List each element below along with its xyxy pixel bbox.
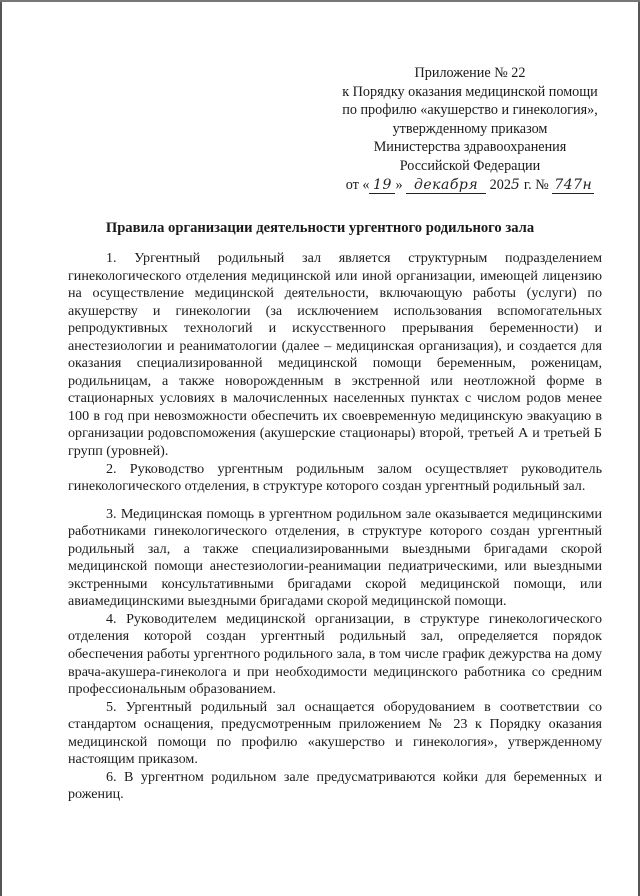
date-month-handwritten: декабря bbox=[414, 176, 479, 193]
order-number-field bbox=[552, 178, 594, 194]
date-year-suffix: г. № bbox=[523, 176, 549, 193]
paragraph-3: 3. Медицинская помощь в ургентном родильном зале оказывается медицинскими работниками гинекологического отделения, в структуре которого создан ургентный родильный зал, а также специализированными выездными бригадами скорой медицинской помощи анестезиологии-реанимации педиатрическими, или выездными экстренными консультативными бригадами скорой медицинской помощи, или авиамедицинскими выездными бригадами скорой медицинской помощи. bbox=[68, 505, 602, 610]
paragraph-2: 2. Руководство ургентным родильным залом осуществляет руководитель гинекологического отделения, в структуре которого создан ургентный родильный зал. bbox=[68, 460, 602, 495]
date-month-field bbox=[406, 178, 486, 194]
appendix-line-procedure: к Порядку оказания медицинской помощи bbox=[342, 83, 598, 100]
date-mid: » bbox=[395, 176, 403, 193]
date-year-prefix: 202 bbox=[489, 176, 511, 193]
date-prefix: от « bbox=[345, 176, 370, 193]
appendix-line-federation: Российской Федерации bbox=[399, 157, 541, 174]
paragraph-4: 4. Руководителем медицинской организации, в структуре гинекологического отделения которой создан ургентный родильный зал, определяется порядок обеспечения работы ургентного родильного зала, в том числе график дежурства на дому врача-акушера-гинеколога и при необходимости медицинского работника со средним профессиональным образованием. bbox=[68, 610, 602, 698]
appendix-header bbox=[320, 64, 620, 194]
scan-edge-top bbox=[0, 0, 640, 2]
appendix-date-line bbox=[320, 176, 620, 195]
paragraph-1: 1. Ургентный родильный зал является структурным подразделением гинекологического отделения медицинской или иной организации, имеющей лицензию на осуществление медицинской деятельности, включающую работы (услуги) по акушерству и гинекологии (за исключением использования вспомогательных репродуктивных технологий и искусственного прерывания беременности) и анестезиологии и реаниматологии (далее – медицинская организация), и создается для оказания специализированной медицинской помощи беременным, роженицам, родильницам, а также новорожденным в экстренной или неотложной форме в стационарных условиях в малочисленных населенных пунктах с числом родов менее 100 в год при невозможности обеспечить их своевременную медицинскую эвакуацию в организации родовспоможения (акушерские стационары) второй, третьей А и третьей Б групп (уровней). bbox=[68, 250, 602, 460]
appendix-line-approved: утвержденному приказом bbox=[392, 120, 548, 137]
paragraph-6: 6. В ургентном родильном зале предусматриваются койки для беременных и рожениц. bbox=[68, 768, 602, 803]
document-body bbox=[68, 250, 602, 804]
date-year-digit-handwritten: 5 bbox=[510, 176, 521, 193]
scan-edge-left bbox=[0, 0, 2, 896]
paragraph-5: 5. Ургентный родильный зал оснащается оборудованием в соответствии со стандартом оснащения, предусмотренным приложением № 23 к Порядку оказания медицинской помощи по профилю «акушерство и гинекология», утвержденному настоящим приказом. bbox=[68, 698, 602, 768]
appendix-line-ministry: Министерства здравоохранения bbox=[373, 139, 567, 156]
date-day-handwritten: 19 bbox=[373, 176, 392, 193]
appendix-number: Приложение № 22 bbox=[414, 65, 526, 81]
document-title: Правила организации деятельности ургентного родильного зала bbox=[105, 220, 535, 236]
order-number-handwritten: 747н bbox=[554, 176, 593, 193]
date-day-field bbox=[369, 178, 395, 194]
appendix-line-profile: по профилю «акушерство и гинекология», bbox=[342, 102, 598, 119]
